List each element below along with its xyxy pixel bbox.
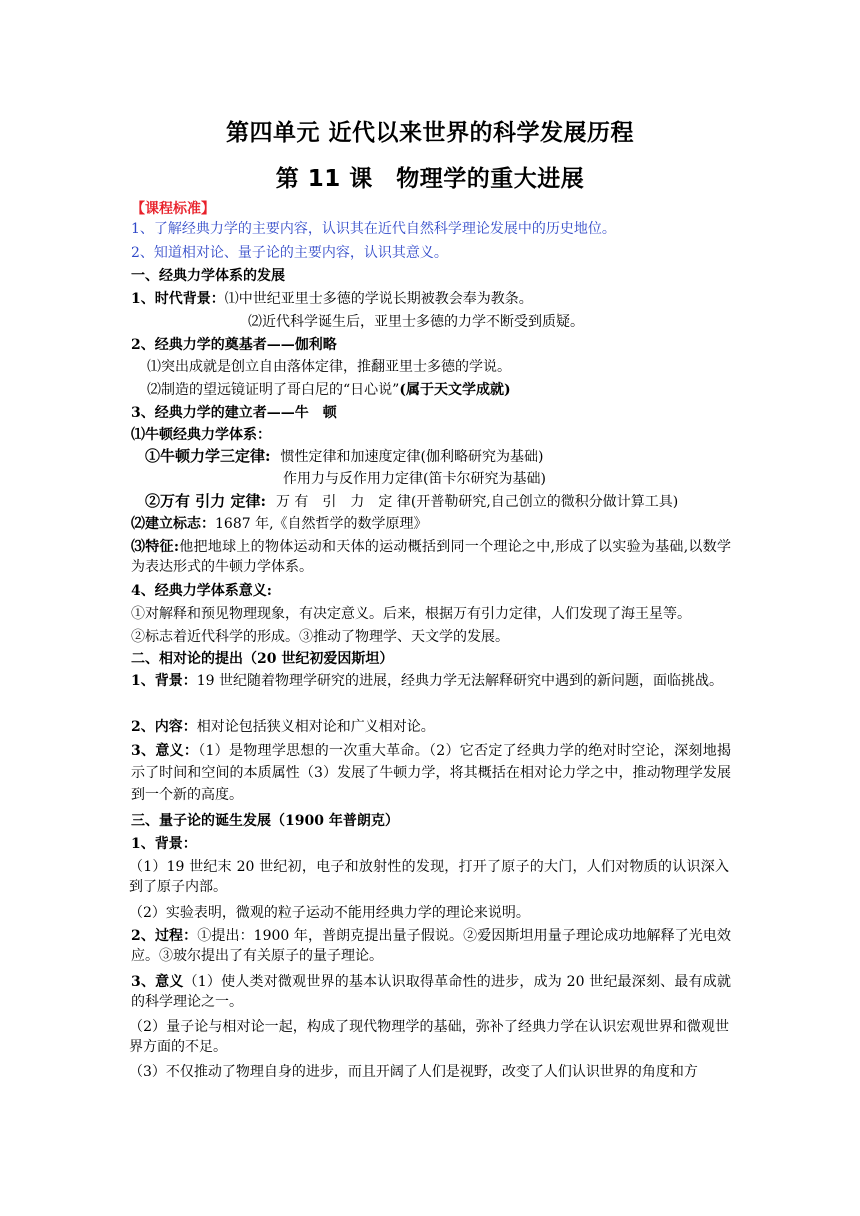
standard-item-1: 1、了解经典力学的主要内容，认识其在近代自然科学理论发展中的历史地位。 (131, 221, 616, 237)
relativity-significance (131, 740, 731, 806)
galileo-point-1: ⑴突出成就是创立自由落体定律，推翻亚里士多德的学说。 (147, 359, 511, 375)
gravity-text: 万 有 引 力 定 律(开普勒研究,自己创立的微积分做计算工具) (275, 494, 679, 510)
section-3-heading: 三、量子论的诞生发展（1900 年普朗克） (131, 813, 399, 829)
quantum-process (131, 926, 731, 966)
quantum-background-b: （2）实验表明，微观的粒子运动不能用经典力学的理论来说明。 (129, 905, 530, 921)
course-standard-heading: 【课程标准】 (131, 201, 215, 217)
quantum-significance-a-text: （1）使人类对微观世界的基本认识取得革命性的进步，成为 20 世纪最深刻、最有成就的科学理论之一。 (131, 974, 731, 1010)
newton-feature (131, 537, 731, 577)
quantum-significance-b: （2）量子论与相对论一起，构成了现代物理学的基础，弥补了经典力学在认识宏观世界和微观世界方面的不足。 (129, 1019, 729, 1055)
feature-label: ⑶特征: (131, 539, 179, 555)
establishment-text: 1687 年,《自然哲学的数学原理》 (215, 516, 428, 532)
era-background-b: ⑵近代科学诞生后，亚里士多德的力学不断受到质疑。 (248, 314, 584, 330)
galileo-point-2 (147, 380, 747, 400)
relativity-content-label: 2、内容： (131, 719, 197, 735)
quantum-process-label: 2、过程： (131, 928, 198, 944)
unit-title: 第四单元 近代以来世界的科学发展历程 (225, 120, 634, 146)
relativity-background-label: 1、背景： (131, 673, 197, 689)
quantum-process-text: ①提出：1900 年，普朗克提出量子假说。②爱因斯坦用量子理论成功地解释了光电效应。③玻尔提出了有关原子的量子理论。 (131, 928, 731, 964)
quantum-background-label: 1、背景： (131, 836, 197, 852)
gravity-row (145, 491, 745, 512)
significance-2: ②标志着近代科学的形成。③推动了物理学、天文学的发展。 (131, 629, 509, 645)
era-background-label: 1、时代背景： (131, 291, 225, 307)
relativity-content-text: 相对论包括狭义相对论和广义相对论。 (196, 719, 435, 735)
quantum-significance-a (131, 972, 731, 1012)
relativity-significance-label: 3、意义： (131, 743, 199, 759)
establishment-mark (131, 514, 731, 534)
quantum-significance-label: 3、意义 (131, 974, 184, 990)
significance-1: ①对解释和预见物理现象，有决定意义。后来，根据万有引力定律，人们发现了海王星等。 (131, 606, 691, 622)
newton-heading: 3、经典力学的建立者——牛 顿 (131, 405, 337, 421)
significance-heading: 4、经典力学体系意义: (131, 583, 272, 599)
gravity-label: ②万有 引力 定律: (145, 492, 266, 510)
quantum-significance-c: （3）不仅推动了物理自身的进步，而且开阔了人们是视野，改变了人们认识世界的角度和方 (129, 1064, 698, 1080)
standard-item-2: 2、知道相对论、量子论的主要内容，认识其意义。 (131, 245, 448, 261)
relativity-significance-text: （1）是物理学思想的一次重大革命。（2）它否定了经典力学的绝对时空论，深刻地揭示了时间和空间的本质属性（3）发展了牛顿力学，将其概括在相对论力学之中，推动物理学发展到一个新的高度。 (131, 743, 731, 803)
three-laws-label: ①牛顿力学三定律: (145, 447, 271, 465)
three-laws-a: 惯性定律和加速度定律(伽利略研究为基础) (280, 449, 544, 465)
three-laws-b: 作用力与反作用力定律(笛卡尔研究为基础) (283, 471, 546, 487)
relativity-background-text: 19 世纪随着物理学研究的进展，经典力学无法解释研究中遇到的新问题，面临挑战。 (196, 673, 724, 689)
galileo-heading: 2、经典力学的奠基者——伽利略 (131, 337, 337, 353)
establishment-label: ⑵建立标志： (131, 516, 215, 532)
quantum-background-a: （1）19 世纪末 20 世纪初，电子和放射性的发现，打开了原子的大门，人们对物质的认识深入到了原子内部。 (129, 859, 729, 895)
newton-system-label: ⑴牛顿经典力学体系： (131, 427, 271, 443)
section-1-heading: 一、经典力学体系的发展 (131, 268, 285, 284)
section-2-heading: 二、相对论的提出（20 世纪初爱因斯坦） (131, 651, 394, 667)
galileo-point-2-text: ⑵制造的望远镜证明了哥白尼的“日心说” (147, 382, 400, 398)
era-background (131, 289, 731, 309)
era-background-a: ⑴中世纪亚里士多德的学说长期被教会奉为教条。 (224, 291, 533, 307)
feature-text: 他把地球上的物体运动和天体的运动概括到同一个理论之中,形成了以实验为基础,以数学为表达形式的牛顿力学体系。 (131, 539, 731, 575)
three-laws-row (145, 446, 745, 467)
relativity-background (131, 671, 731, 691)
lesson-title: 第 11 课 物理学的重大进展 (275, 166, 585, 192)
relativity-content (131, 717, 731, 737)
galileo-point-2-note: (属于天文学成就) (399, 382, 511, 398)
